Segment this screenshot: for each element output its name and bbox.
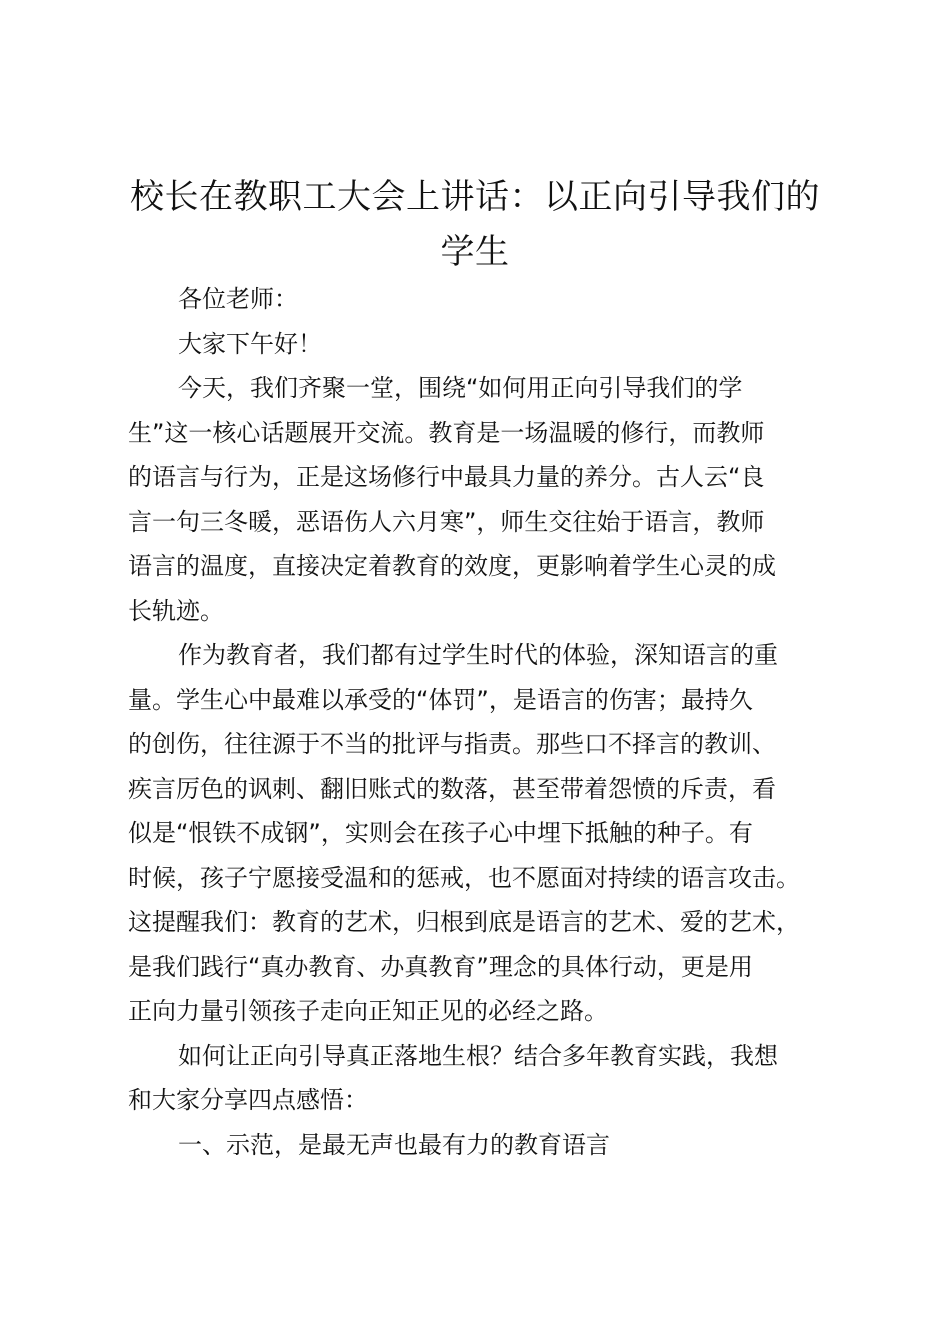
paragraph-line: 言一句三冬暖，恶语伤人六月寒”，师生交往始于语言，教师 (128, 507, 765, 536)
paragraph-line: 语言的温度，直接决定着教育的效度，更影响着学生心灵的成 (128, 552, 776, 580)
greeting: 各位老师： (178, 285, 298, 313)
paragraph-educator (128, 633, 856, 1034)
paragraph-line: 的语言与行为，正是这场修行中最具力量的养分。古人云“良 (128, 463, 765, 491)
document-title (110, 170, 840, 280)
salutation: 大家下午好！ (178, 329, 322, 358)
paragraph-line: 疾言厉色的讽刺、翻旧账式的数落，甚至带着怨愤的斥责，看 (128, 774, 776, 803)
paragraph-line: 似是“恨铁不成钢”，实则会在孩子心中埋下抵触的种子。有 (128, 819, 753, 847)
paragraph-line: 的创伤，往往源于不当的批评与指责。那些口不择言的教训、 (128, 730, 776, 758)
paragraph-line: 量。学生心中最难以承受的“体罚”，是语言的伤害；最持久 (128, 685, 753, 714)
paragraph-line: 时候，孩子宁愿接受温和的惩戒，也不愿面对持续的语言攻击。 (128, 863, 800, 892)
paragraph-question (128, 1034, 856, 1123)
paragraph-line: 生”这一核心话题展开交流。教育是一场温暖的修行，而教师 (128, 418, 765, 447)
document-body (128, 277, 856, 1167)
title-line-1: 校长在教职工大会上讲话：以正向引导我们的 (130, 177, 820, 217)
title-line-2: 学生 (440, 232, 510, 272)
paragraph-line: 这提醒我们：教育的艺术，归根到底是语言的艺术、爱的艺术， (128, 908, 800, 936)
paragraph-line: 正向力量引领孩子走向正知正见的必经之路。 (128, 997, 608, 1025)
paragraph-line: 和大家分享四点感悟： (128, 1086, 368, 1114)
paragraph-line: 是我们践行“真办教育、办真教育”理念的具体行动，更是用 (128, 952, 753, 981)
paragraph-intro (128, 366, 856, 633)
paragraph-line: 今天，我们齐聚一堂，围绕“如何用正向引导我们的学 (178, 374, 743, 402)
section-heading-1: 一、示范，是最无声也最有力的教育语言 (178, 1130, 610, 1159)
paragraph-line: 如何让正向引导真正落地生根？结合多年教育实践，我想 (178, 1041, 778, 1070)
paragraph-line: 作为教育者，我们都有过学生时代的体验，深知语言的重 (178, 641, 778, 669)
paragraph-line: 长轨迹。 (128, 596, 224, 625)
